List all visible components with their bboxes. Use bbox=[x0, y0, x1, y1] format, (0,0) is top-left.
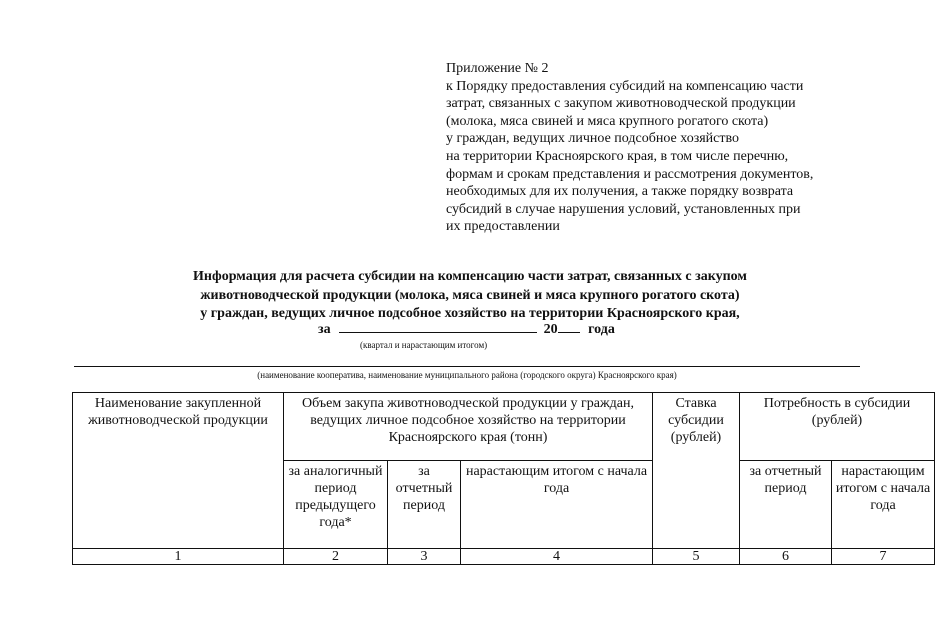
period-note: (квартал и нарастающим итогом) bbox=[360, 340, 488, 350]
appendix-line: затрат, связанных с закупом животноводческой продукции bbox=[446, 96, 796, 112]
appendix-line: необходимых для их получения, а также порядку возврата bbox=[446, 184, 794, 200]
header-need-cumulative-total: нарастающим итогом с начала года bbox=[832, 461, 935, 549]
column-number: 1 bbox=[73, 549, 284, 565]
header-product-name: Наименование закупленной животноводческой продукции bbox=[73, 393, 284, 549]
title-line: у граждан, ведущих личное подсобное хозяйство на территории Красноярского края, bbox=[200, 306, 740, 321]
header-cumulative-total: нарастающим итогом с начала года bbox=[461, 461, 653, 549]
appendix-number: Приложение № 2 bbox=[446, 61, 549, 76]
appendix-line: формам и срокам представления и рассмотрения документов, bbox=[446, 166, 814, 182]
appendix-line: субсидий в случае нарушения условий, установленных при bbox=[446, 201, 801, 217]
organization-note: (наименование кооператива, наименование муниципального района (городского округа) Красноярского края) bbox=[257, 370, 677, 380]
column-number: 7 bbox=[832, 549, 935, 565]
header-subsidy-need: Потребность в субсидии (рублей) bbox=[740, 393, 935, 461]
appendix-line: у граждан, ведущих личное подсобное хозяйство bbox=[446, 131, 740, 147]
header-same-period-last-year: за аналогичный период предыдущего года* bbox=[284, 461, 388, 549]
appendix-line: их предоставлении bbox=[446, 219, 560, 235]
column-number: 2 bbox=[284, 549, 388, 565]
period-line bbox=[318, 322, 615, 338]
header-subsidy-rate: Ставка субсидии (рублей) bbox=[653, 393, 740, 549]
subsidy-table bbox=[72, 392, 935, 565]
organization-line bbox=[74, 366, 860, 367]
appendix-line: к Порядку предоставления субсидий на компенсацию части bbox=[446, 78, 804, 94]
title-line: Информация для расчета субсидии на компенсацию части затрат, связанных с закупом bbox=[193, 269, 747, 284]
header-reporting-period: за отчетный период bbox=[388, 461, 461, 549]
appendix-line: на территории Красноярского края, в том числе перечню, bbox=[446, 148, 789, 164]
column-number: 3 bbox=[388, 549, 461, 565]
document-title bbox=[120, 268, 820, 324]
title-line: животноводческой продукции (молока, мяса свиней и мяса крупного рогатого скота) bbox=[200, 287, 740, 303]
appendix-line: (молока, мяса свиней и мяса крупного рогатого скота) bbox=[446, 113, 769, 129]
column-number: 6 bbox=[740, 549, 832, 565]
column-number: 5 bbox=[653, 549, 740, 565]
period-blank bbox=[339, 331, 537, 333]
header-purchase-volume: Объем закупа животноводческой продукции у граждан, ведущих личное подсобное хозяйство на территории Красноярского края (тонн) bbox=[284, 393, 653, 461]
year-blank bbox=[558, 331, 580, 333]
period-suffix: года bbox=[588, 322, 615, 337]
period-year: 20 bbox=[543, 322, 558, 337]
period-prefix: за bbox=[318, 322, 331, 337]
column-number: 4 bbox=[461, 549, 653, 565]
appendix-block bbox=[446, 60, 886, 236]
header-need-reporting-period: за отчетный период bbox=[740, 461, 832, 549]
